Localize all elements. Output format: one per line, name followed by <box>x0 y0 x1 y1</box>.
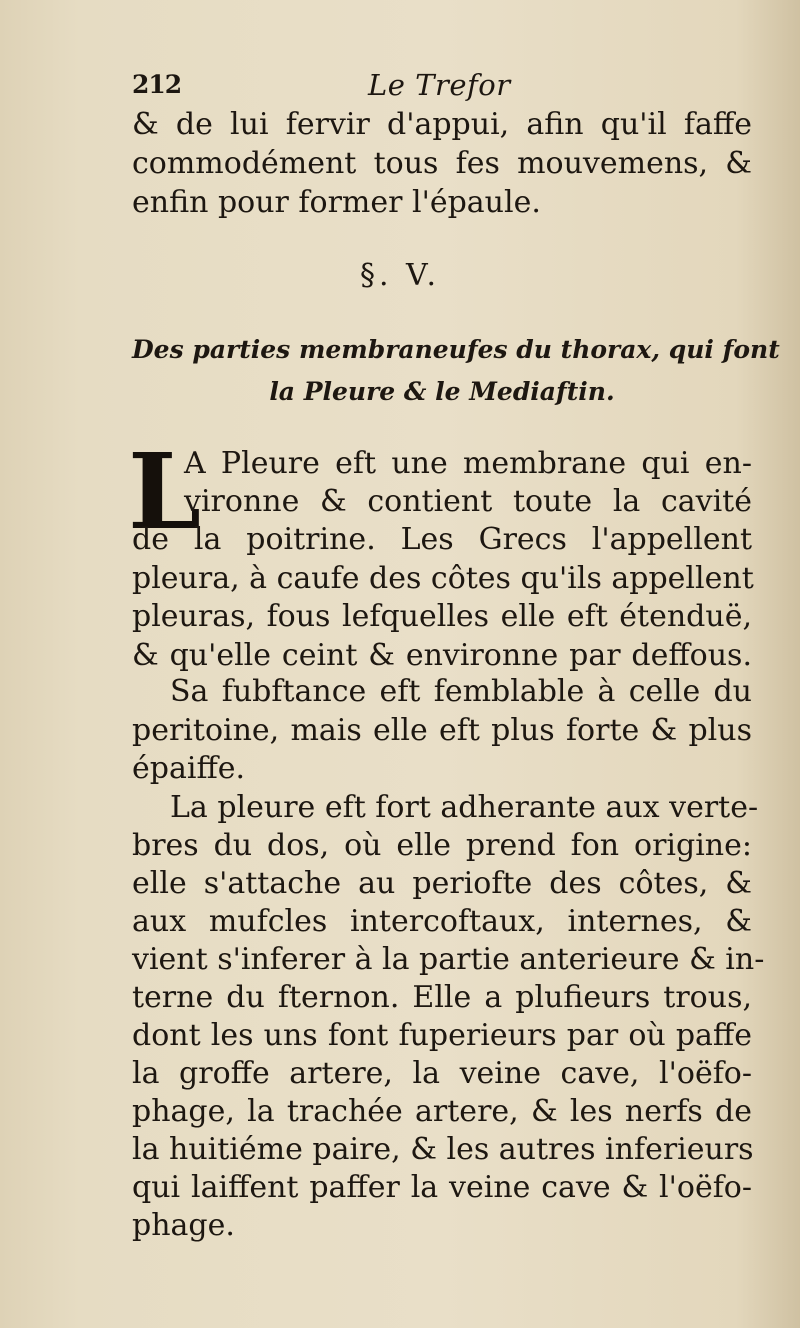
text-line: commodément tous fes mouvemens, & <box>132 146 752 181</box>
text-line: phage. <box>132 1208 235 1243</box>
text-line: pleuras, fous lefquelles elle eft étenduë, <box>132 599 752 634</box>
text-line: elle s'attache au periofte des côtes, & <box>132 866 752 901</box>
section-heading-line: Des parties membraneufes du thorax, qui font <box>132 335 780 364</box>
text-line: terne du fternon. Elle a plufieurs trous, <box>132 980 752 1015</box>
text-line: la groffe artere, la veine cave, l'oëfo- <box>132 1056 752 1091</box>
text-line: vironne & contient toute la cavité <box>184 484 752 519</box>
text-line: bres du dos, où elle prend fon origine: <box>132 828 752 863</box>
text-line: la huitiéme paire, & les autres inferieurs <box>132 1132 754 1167</box>
text-line: phage, la trachée artere, & les nerfs de <box>132 1094 752 1129</box>
section-number: §. V. <box>359 258 441 293</box>
text-line: A Pleure eft une membrane qui en- <box>184 446 752 481</box>
text-line: & de lui fervir d'appui, afin qu'il faffe <box>132 107 752 142</box>
drop-cap: L <box>128 430 202 553</box>
text-line: Sa fubftance eft femblable à celle du <box>170 674 752 709</box>
running-title: Le Trefor <box>368 68 511 102</box>
text-line: peritoine, mais elle eft plus forte & plus <box>132 713 752 748</box>
text-line: pleura, à caufe des côtes qu'ils appellent <box>132 561 754 596</box>
page-number: 212 <box>132 70 182 99</box>
text-line: de la poitrine. Les Grecs l'appellent <box>132 522 752 557</box>
running-head <box>132 68 752 108</box>
text-line: & qu'elle ceint & environne par deffous. <box>132 638 752 673</box>
text-line: La pleure eft fort adherante aux verte- <box>170 790 759 825</box>
text-line: épaiffe. <box>132 751 246 786</box>
section-heading-line: la Pleure & le Mediaftin. <box>269 377 615 406</box>
text-line: vient s'inferer à la partie anterieure & in- <box>132 942 765 977</box>
text-line: enfin pour former l'épaule. <box>132 185 541 220</box>
text-line: aux mufcles intercoftaux, internes, & <box>132 904 752 939</box>
text-line: dont les uns font fuperieurs par où paffe <box>132 1018 752 1053</box>
text-line: qui laiffent paffer la veine cave & l'oëfo- <box>132 1170 752 1205</box>
